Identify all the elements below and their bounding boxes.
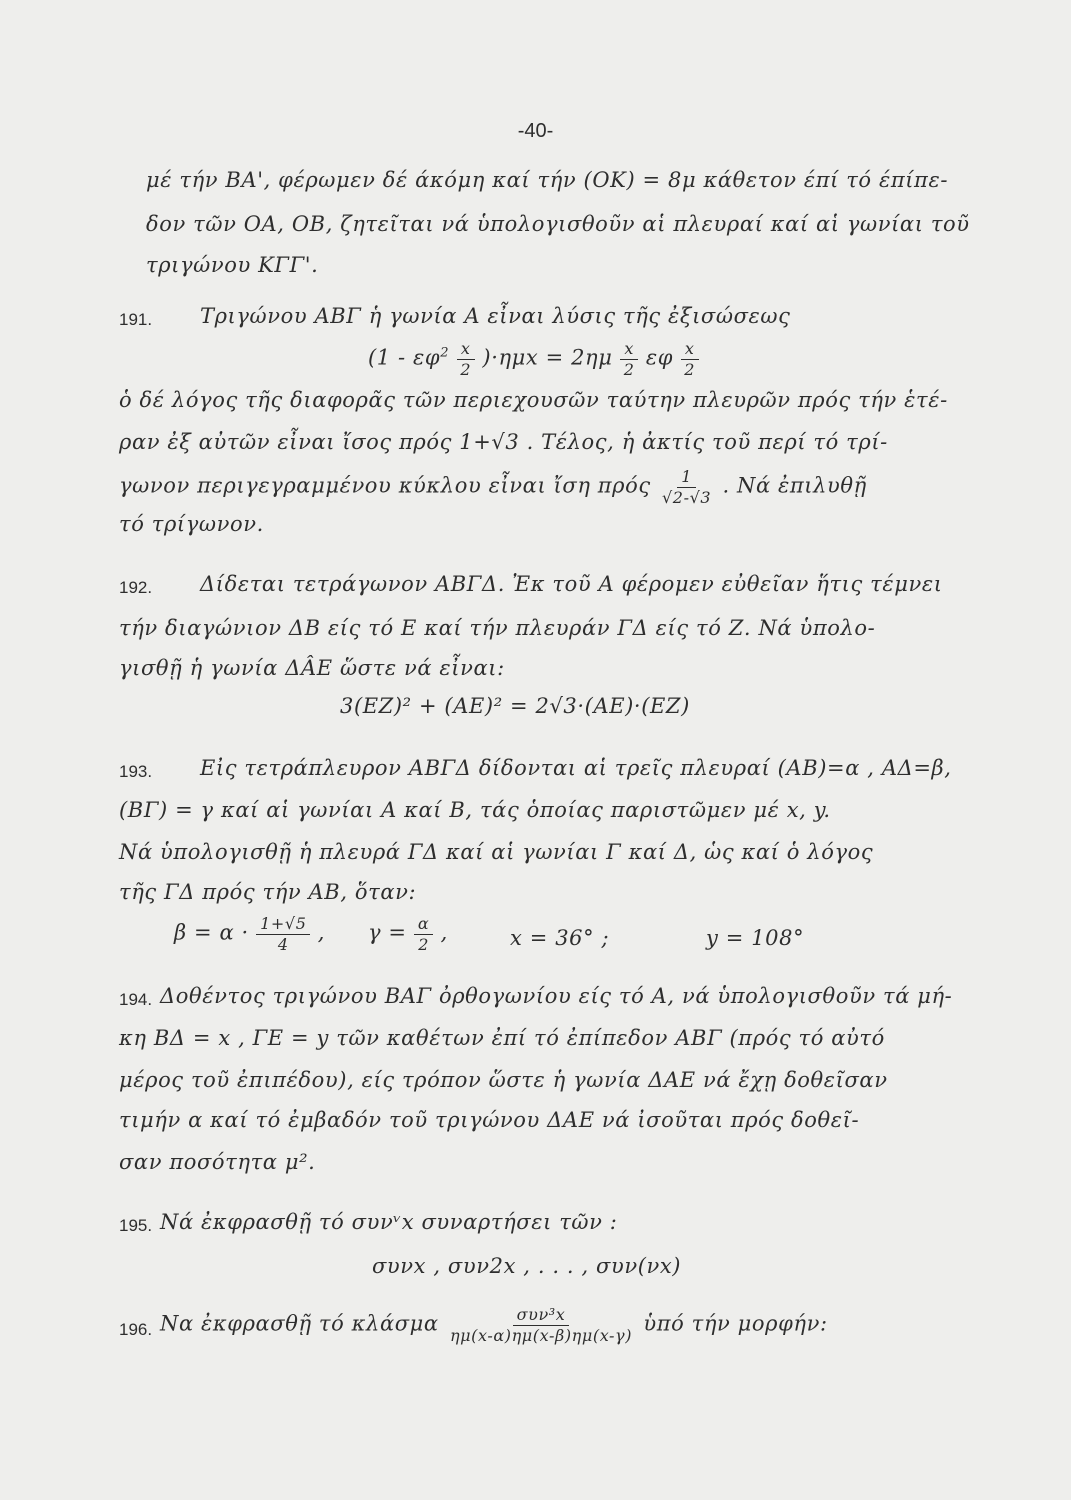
problem-194-line-5: σαν ποσότητα μ². xyxy=(119,1150,316,1174)
problem-193-condition-beta: β = α · $\frac{1+√5}{4}$ , xyxy=(174,914,326,954)
problem-193-condition-y: y = 108° xyxy=(706,926,805,950)
problem-number: 191. xyxy=(119,310,153,329)
problem-number: 194. xyxy=(119,990,153,1009)
problem-191-line-4: γωνον περιγεγραμμένου κύκλου εἶναι ἴση πρός $\frac{1}{√2-√3}$ . Νά ἐπιλυθῇ xyxy=(119,467,867,507)
problem-number: 196. xyxy=(119,1320,153,1339)
intro-line-1: μέ τήν ΒΑ', φέρωμεν δέ άκόμη καί τήν (ΟΚ) = 8μ κάθετον έπί τό έπίπε- xyxy=(146,168,949,192)
problem-191-line-2: ὁ δέ λόγος τῆς διαφορᾶς τῶν περιεχουσῶν ταύτην πλευρῶν πρός τήν ἑτέ- xyxy=(119,388,948,412)
problem-number: 193. xyxy=(119,762,153,781)
problem-number: 192. xyxy=(119,578,153,597)
problem-195-equation: συνx , συν2x , . . . , συν(νx) xyxy=(372,1254,682,1278)
problem-194-line-1: Δοθέντος τριγώνου ΒΑΓ ὀρθογωνίου είς τό Α, νά ὑπολογισθοῦν τά μή- xyxy=(160,984,953,1008)
problem-192-line-2: τήν διαγώνιον ΔΒ είς τό Ε καί τήν πλευράν ΓΔ είς τό Ζ. Νά ὑπολο- xyxy=(119,616,876,640)
problem-191-line-5: τό τρίγωνον. xyxy=(119,512,264,536)
radius-fraction: $\frac{1}{√2-√3}$ xyxy=(662,467,712,507)
problem-193-line-4: τῆς ΓΔ πρός τήν ΑΒ, ὅταν: xyxy=(119,880,417,904)
problem-192-line-3: γισθῇ ἡ γωνία ΔÂΕ ὥστε νά εἶναι: xyxy=(119,656,505,680)
problem-195-line-1: Νά ἐκφρασθῇ τό συνᵛx συναρτήσει τῶν : xyxy=(160,1210,618,1234)
intro-line-2: δον τῶν ΟΑ, ΟΒ, ζητεῖται νά ὑπολογισθοῦν αἱ πλευραί καί αἱ γωνίαι τοῦ xyxy=(146,212,970,236)
problem-194-line-3: μέρος τοῦ ἐπιπέδου), είς τρόπον ὥστε ἡ γωνία ΔΑΕ νά ἔχῃ δοθεῖσαν xyxy=(119,1068,888,1092)
problem-193-condition-gamma: γ = $\frac{\alpha}{2}$ , xyxy=(368,914,448,954)
problem-191-line-1: Τριγώνου ΑΒΓ ἡ γωνία Α εἶναι λύσις τῆς ἐξισώσεως xyxy=(200,304,791,328)
problem-192-equation: 3(ΕΖ)² + (ΑΕ)² = 2√3·(ΑΕ)·(ΕΖ) xyxy=(340,694,690,718)
problem-193-line-3: Νά ὑπολογισθῇ ἡ πλευρά ΓΔ καί αἱ γωνίαι Γ καί Δ, ὡς καί ὁ λόγος xyxy=(119,840,874,864)
intro-line-3: τριγώνου ΚΓΓ'. xyxy=(146,253,319,277)
problem-191-equation: ($1 - \varepsilon\varphi^2$ $\frac{x}{2}$ )·ημx = 2ημ $\frac{x}{2}$ εφ $\frac{x}{2}$ xyxy=(368,340,699,378)
problem-194-line-4: τιμήν α καί τό ἐμβαδόν τοῦ τριγώνου ΔΑΕ νά ἰσοῦται πρός δοθεῖ- xyxy=(119,1108,860,1132)
problem-194-line-2: κη ΒΔ = x , ΓΕ = y τῶν καθέτων ἐπί τό ἐπίπεδον ΑΒΓ (πρός τό αὐτό xyxy=(119,1026,885,1050)
problem-193-line-1: Εἰς τετράπλευρον ΑΒΓΔ δίδονται αἱ τρεῖς πλευραί (ΑΒ)=α , ΑΔ=β, xyxy=(200,756,952,780)
problem-193-condition-x: x = 36° ; xyxy=(510,926,610,950)
problem-193-line-2: (ΒΓ) = γ καί αἱ γωνίαι Α καί Β, τάς ὁποίας παριστῶμεν μέ x, y. xyxy=(119,798,831,822)
problem-196-fraction: συν³x ημ(x-α)ημ(x-β)ημ(x-γ) xyxy=(449,1305,633,1345)
problem-192-line-1: Δίδεται τετράγωνον ΑΒΓΔ. Ἐκ τοῦ Α φέρομεν εὐθεῖαν ἥτις τέμνει xyxy=(200,572,943,596)
problem-number: 195. xyxy=(119,1216,153,1235)
page-number: -40- xyxy=(517,120,554,142)
problem-196-line-1: Να ἐκφρασθῇ τό κλάσμα συν³x ημ(x-α)ημ(x-β)ημ(x-γ) ὑπό τήν μορφήν: xyxy=(160,1305,828,1345)
problem-191-line-3: ραν ἐξ αὐτῶν εἶναι ἴσος πρός 1+√3 . Τέλος, ἡ ἀκτίς τοῦ περί τό τρί- xyxy=(119,430,888,454)
